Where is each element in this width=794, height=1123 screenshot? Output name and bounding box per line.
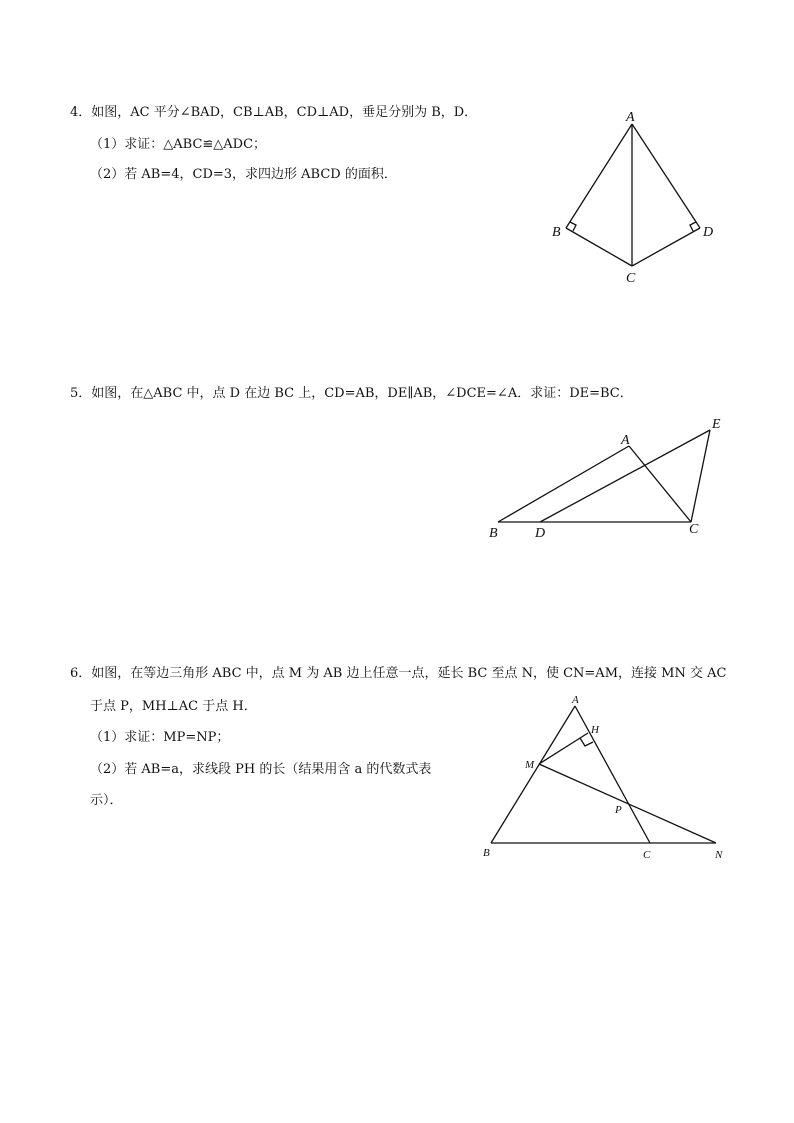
label-m: M <box>525 759 535 771</box>
label-d: D <box>535 526 546 541</box>
label-a: A <box>572 694 579 706</box>
label-a: A <box>621 433 630 448</box>
label-a: A <box>626 110 635 125</box>
figure-problem-4 <box>552 110 713 286</box>
label-b: B <box>483 847 490 859</box>
label-b: B <box>489 526 498 541</box>
problem-6-statement: 6．如图，在等边三角形 ABC 中，点 M 为 AB 边上任意一点，延长 BC 至点 N，使 CN=AM，连接 MN 交 AC <box>70 666 727 681</box>
problem-4-statement: 4．如图，AC 平分∠BAD，CB⊥AB，CD⊥AD，垂足分别为 B，D． <box>70 105 478 120</box>
problem-4-part-2: （2）若 AB=4，CD=3，求四边形 ABCD 的面积． <box>90 167 397 182</box>
problem-5-statement: 5．如图，在△ABC 中，点 D 在边 BC 上，CD=AB，DE∥AB，∠DCE=∠A．求证：DE=BC． <box>70 386 633 401</box>
label-p: P <box>615 804 622 816</box>
figure-problem-6 <box>483 694 723 861</box>
label-d: D <box>703 225 714 240</box>
label-c: C <box>643 849 651 861</box>
problem-6-part-2: （2）若 AB=a，求线段 PH 的长（结果用含 a 的代数式表 <box>90 762 432 777</box>
right-angle-mark-b <box>570 222 576 231</box>
label-c: C <box>626 271 636 286</box>
label-n: N <box>715 849 723 861</box>
label-h: H <box>591 724 599 736</box>
label-e: E <box>712 417 721 432</box>
right-angle-mark-d <box>690 222 696 231</box>
problem-6-statement-cont: 于点 P，MH⊥AC 于点 H． <box>90 699 257 714</box>
figure-problem-5 <box>489 417 721 541</box>
problem-6-part-2-cont: 示）． <box>90 793 123 808</box>
label-b: B <box>552 225 561 240</box>
problem-4-part-1: （1）求证：△ABC≌△ADC； <box>90 137 267 152</box>
right-angle-mark-h <box>580 738 593 746</box>
problem-6-part-1: （1）求证：MP=NP； <box>90 730 230 745</box>
label-c: C <box>689 522 699 537</box>
